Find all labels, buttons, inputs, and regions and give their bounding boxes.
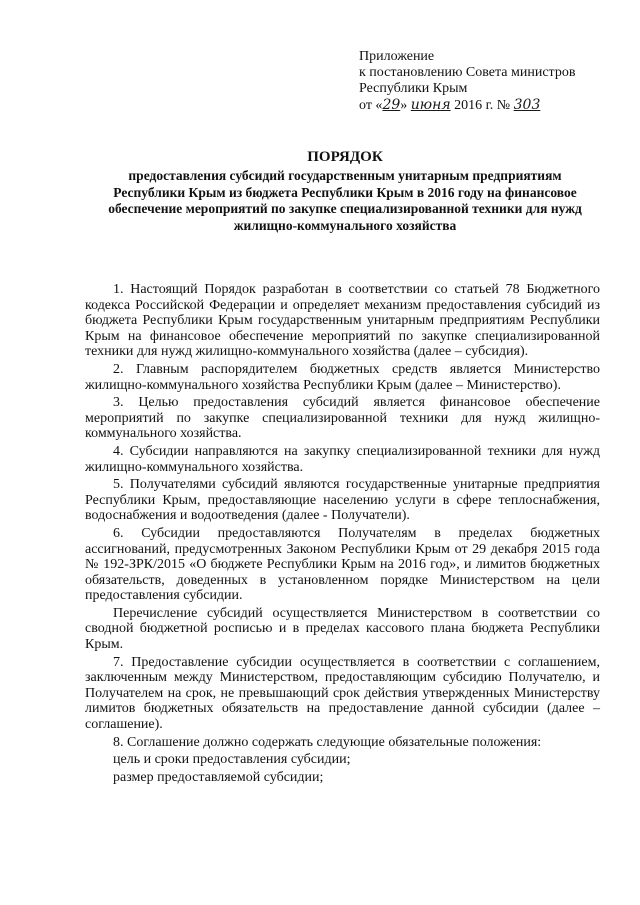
document-title: ПОРЯДОК — [307, 149, 383, 165]
handwritten-number: 303 — [513, 97, 541, 113]
date-prefix: от « — [359, 98, 383, 113]
document-title-block — [95, 148, 595, 234]
paragraph-1: 1. Настоящий Порядок разработан в соответствии со статьей 78 Бюджетного кодекса Российской Федерации и определяет механизм предоставления субсидий из бюджета Республики Крым государственным унитарным предприятиям Республики Крым на финансовое обеспечение мероприятий по закупке специализированной техники для нужд жилищно-коммунального хозяйства (далее – субсидия). — [85, 282, 600, 360]
paragraph-7: 7. Предоставление субсидии осуществляется в соответствии с соглашением, заключенным между Министерством, предоставляющим субсидию Получателю, и Получателем на срок, не превышающий срок действия утвержденных Министерству лимитов бюджетных обязательств на предоставление данной субсидии (далее – соглашение). — [85, 654, 600, 733]
paragraph-6: 6. Субсидии предоставляются Получателям в пределах бюджетных ассигнований, предусмотренных Законом Республики Крым от 29 декабря 2015 года № 192-ЗРК/2015 «О бюджете Республики Крым на 2016 год», и лимитов бюджетных обязательств, доведенных в установленном порядке Министерством на цели предоставления субсидии. — [85, 525, 600, 604]
date-year: 2016 г. № — [450, 98, 514, 113]
paragraph-8: 8. Соглашение должно содержать следующие обязательные положения: — [113, 734, 542, 750]
resolution-reference: к постановлению Совета министров — [359, 65, 576, 80]
document-body — [85, 282, 600, 787]
paragraph-5: 5. Получателями субсидий являются государственные унитарные предприятия Республики Крым, предоставляющие населению услуги в сфере теплоснабжения, водоснабжения и водоотведения (далее - Получатели). — [85, 477, 600, 524]
paragraph-8-item-2: размер предоставляемой субсидии; — [113, 769, 324, 785]
paragraph-4: 4. Субсидии направляются на закупку специализированной техники для нужд жилищно-коммунального хозяйства. — [85, 443, 600, 475]
document-subtitle: предоставления субсидий государственным унитарным предприятиям Республики Крым из бюджета Республики Крым в 2016 году на финансовое обеспечение мероприятий по закупке специализированной техники для нужд жилищно-коммунального хозяйства — [108, 168, 582, 233]
handwritten-month: июня — [410, 97, 451, 113]
resolution-date-line — [359, 97, 575, 114]
date-separator: » — [400, 98, 411, 113]
paragraph-8-item-1: цель и сроки предоставления субсидии; — [113, 752, 351, 768]
paragraph-3: 3. Целью предоставления субсидий является финансовое обеспечение мероприятий по закупке специализированной техники для нужд жилищно-коммунального хозяйства. — [85, 395, 600, 442]
appendix-header — [359, 49, 575, 114]
paragraph-6-continued: Перечисление субсидий осуществляется Министерством в соответствии со сводной бюджетной росписью и в пределах кассового плана бюджета Республики Крым. — [85, 605, 600, 653]
appendix-label: Приложение — [359, 49, 435, 64]
handwritten-day: 29 — [382, 97, 401, 113]
paragraph-2: 2. Главным распорядителем бюджетных средств является Министерство жилищно-коммунального хозяйства Республики Крым (далее – Министерство). — [85, 361, 600, 393]
republic-name: Республики Крым — [359, 81, 468, 96]
